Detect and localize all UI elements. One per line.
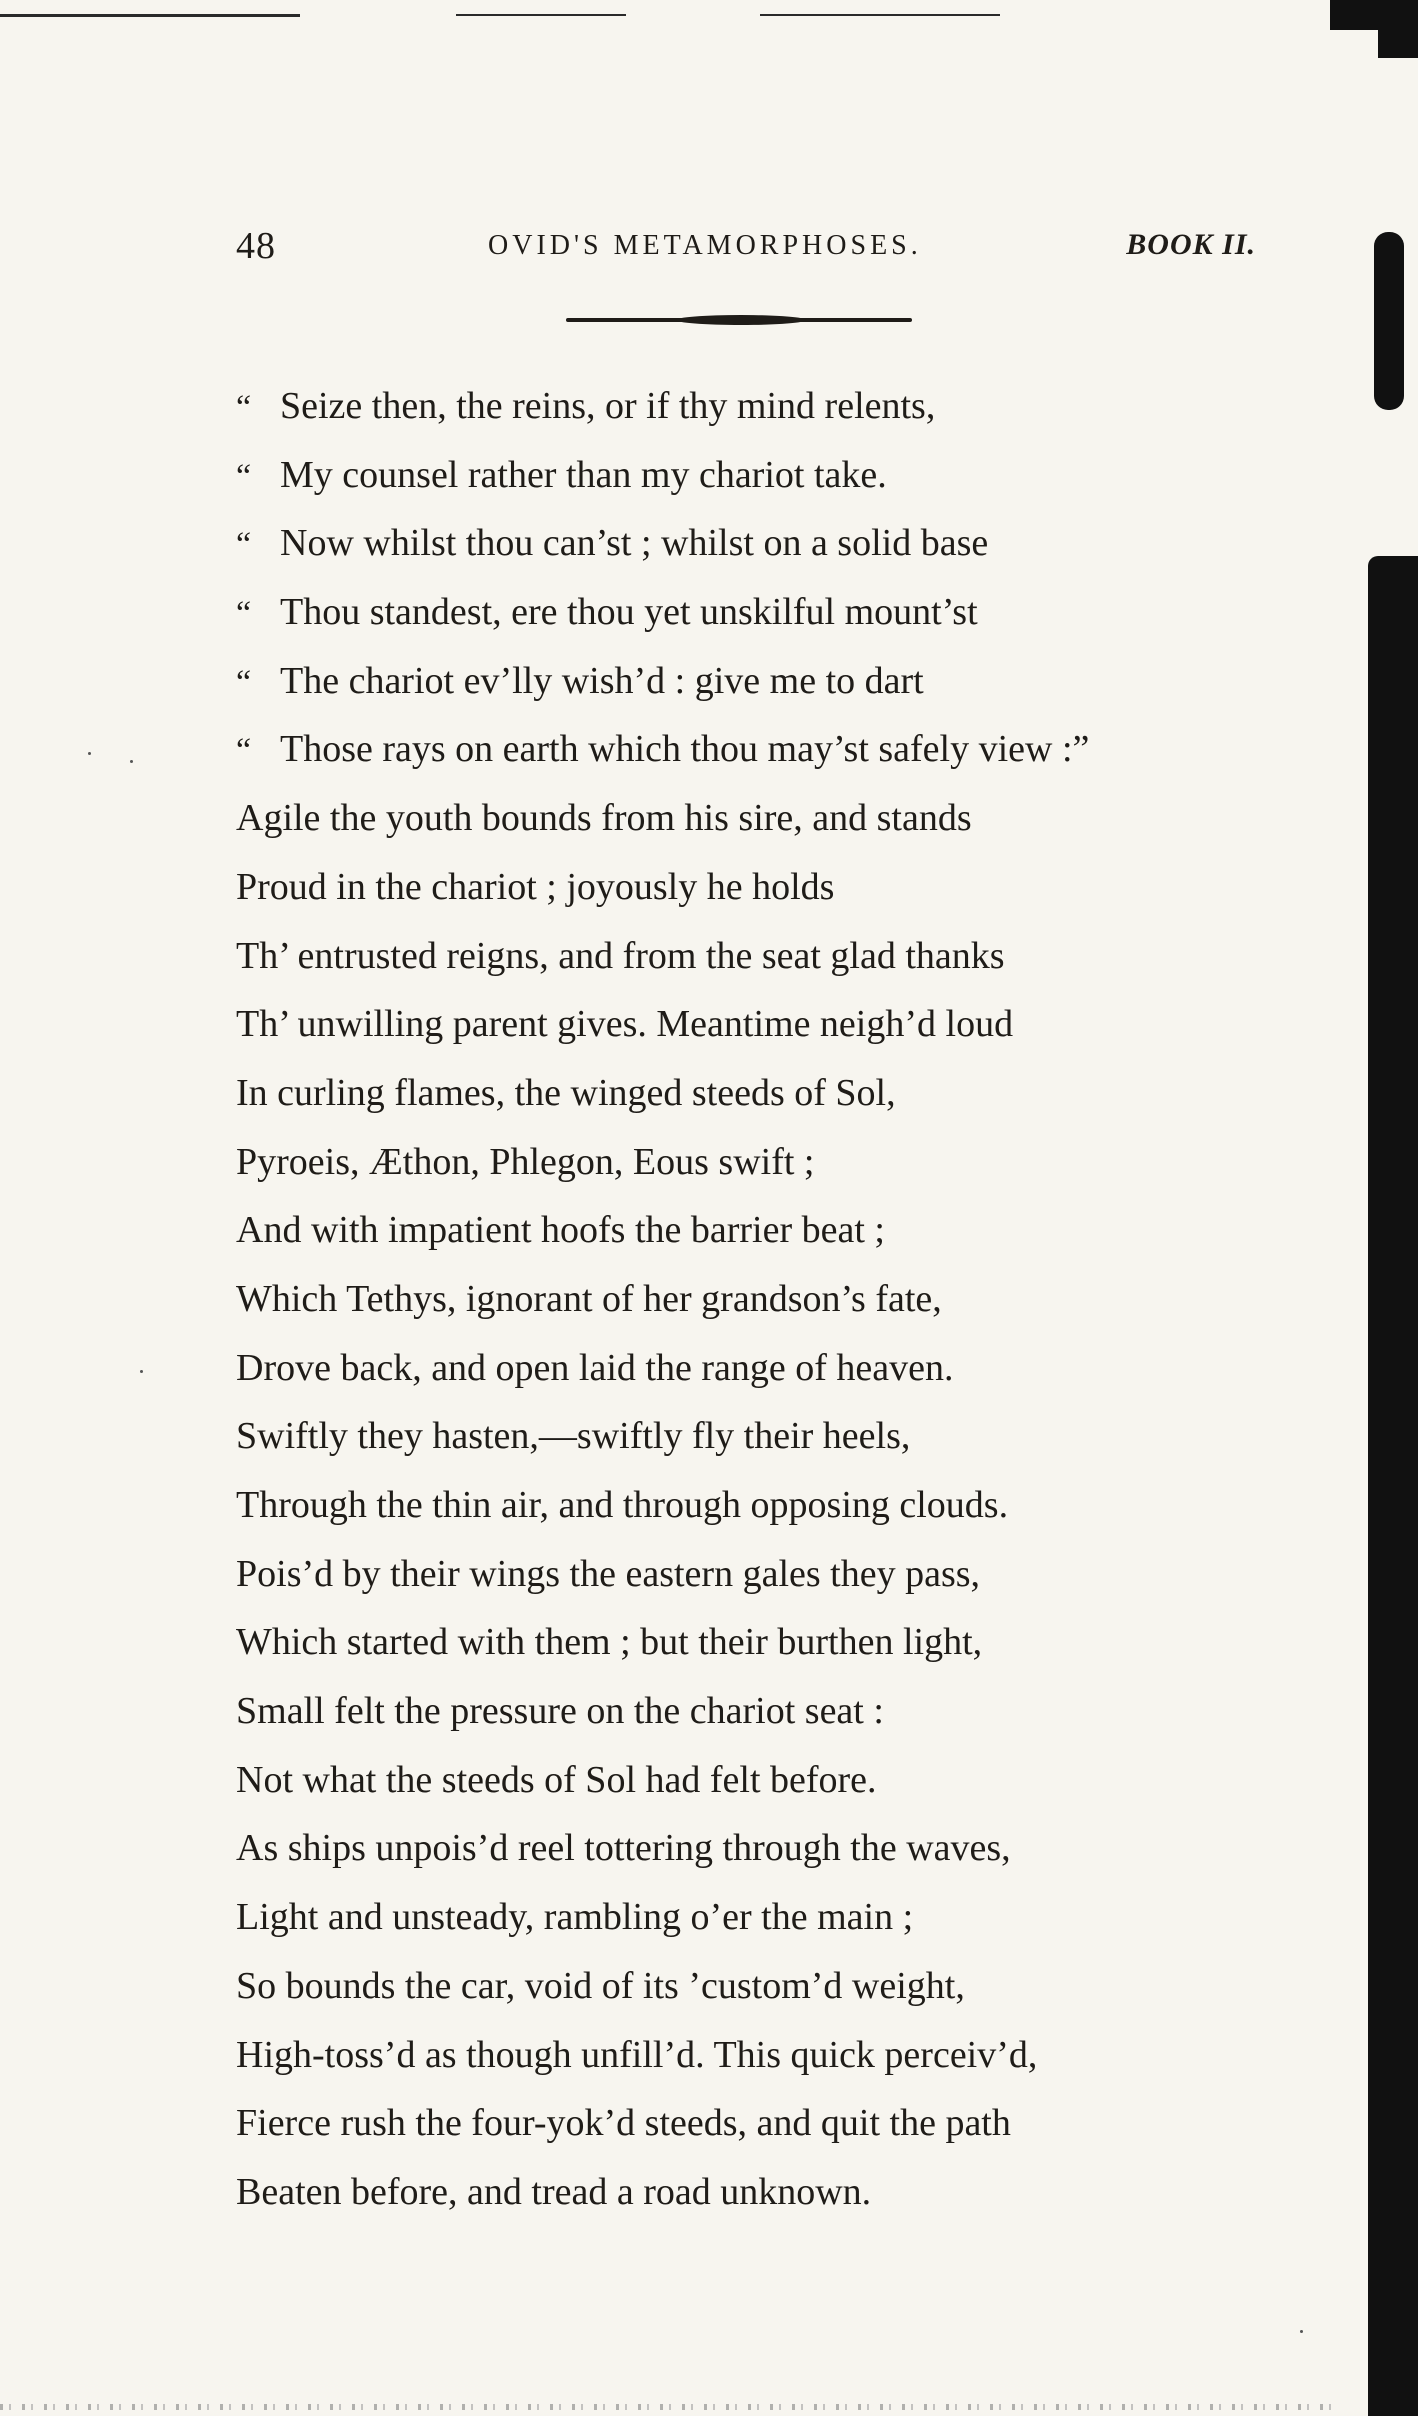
verse-line bbox=[236, 1540, 1236, 1609]
verse-line bbox=[236, 1814, 1236, 1883]
verse-line bbox=[236, 1746, 1236, 1815]
verse-line bbox=[236, 1334, 1236, 1403]
book-label: BOOK II. bbox=[1126, 228, 1256, 261]
verse-text: Proud in the chariot ; joyously he holds bbox=[236, 865, 835, 908]
verse-line bbox=[236, 647, 1236, 716]
running-header bbox=[236, 224, 1256, 284]
scan-speck bbox=[1300, 2330, 1303, 2333]
verse-text: Seize then, the reins, or if thy mind relents, bbox=[280, 385, 936, 427]
scan-speck bbox=[140, 1370, 143, 1373]
verse-line bbox=[236, 372, 1236, 441]
verse-text: Beaten before, and tread a road unknown. bbox=[236, 2170, 872, 2213]
verse-text: Now whilst thou can’st ; whilst on a solid base bbox=[280, 522, 989, 565]
verse-line bbox=[236, 1196, 1236, 1265]
verse-text: In curling flames, the winged steeds of Sol, bbox=[236, 1071, 896, 1114]
verse-text: Agile the youth bounds from his sire, and stands bbox=[236, 797, 972, 840]
scan-speck bbox=[130, 760, 133, 763]
verse-line bbox=[236, 2089, 1236, 2158]
verse-body bbox=[236, 372, 1236, 2227]
scan-speck bbox=[88, 752, 91, 755]
verse-text: Small felt the pressure on the chariot seat : bbox=[236, 1690, 884, 1733]
scan-edge-mark bbox=[0, 14, 300, 17]
opening-quote: “ bbox=[236, 732, 252, 770]
verse-text: Through the thin air, and through opposing clouds. bbox=[236, 1484, 1009, 1526]
verse-text: Pois’d by their wings the eastern gales they pass, bbox=[236, 1552, 981, 1595]
verse-text: Which Tethys, ignorant of her grandson’s fate, bbox=[236, 1277, 942, 1320]
verse-text: My counsel rather than my chariot take. bbox=[280, 453, 887, 496]
verse-line bbox=[236, 2158, 1236, 2227]
verse-text: High-toss’d as though unfill’d. This quick perceiv’d, bbox=[236, 2033, 1038, 2076]
verse-line bbox=[236, 1952, 1236, 2021]
verse-line bbox=[236, 715, 1236, 784]
verse-text: Swiftly they hasten,—swiftly fly their heels, bbox=[236, 1415, 911, 1458]
scan-noise bbox=[0, 2404, 1340, 2410]
opening-quote: “ bbox=[236, 663, 252, 701]
verse-line bbox=[236, 784, 1236, 853]
verse-text: Thou standest, ere thou yet unskilful mount’st bbox=[280, 591, 978, 634]
verse-line bbox=[236, 1608, 1236, 1677]
binding-shadow bbox=[1368, 556, 1418, 2416]
opening-quote: “ bbox=[236, 595, 252, 633]
verse-line bbox=[236, 1471, 1236, 1540]
verse-text: Drove back, and open laid the range of heaven. bbox=[236, 1346, 954, 1389]
verse-line bbox=[236, 1128, 1236, 1197]
page-number: 48 bbox=[236, 225, 276, 267]
verse-line bbox=[236, 509, 1236, 578]
verse-line bbox=[236, 1402, 1236, 1471]
verse-text: So bounds the car, void of its ’custom’d weight, bbox=[236, 1964, 965, 2007]
verse-text: Th’ unwilling parent gives. Meantime neigh’d loud bbox=[236, 1003, 1014, 1046]
verse-line bbox=[236, 853, 1236, 922]
ornamental-rule bbox=[566, 318, 912, 322]
opening-quote: “ bbox=[236, 526, 252, 564]
verse-text: Not what the steeds of Sol had felt before. bbox=[236, 1758, 877, 1801]
verse-line bbox=[236, 922, 1236, 991]
verse-text: Fierce rush the four-yok’d steeds, and quit the path bbox=[236, 2102, 1011, 2145]
verse-text: And with impatient hoofs the barrier beat ; bbox=[236, 1209, 885, 1252]
scan-edge-mark bbox=[456, 14, 626, 16]
verse-text: As ships unpois’d reel tottering through the waves, bbox=[236, 1827, 1011, 1870]
verse-line bbox=[236, 1059, 1236, 1128]
binding-shadow bbox=[1374, 232, 1404, 410]
opening-quote: “ bbox=[236, 457, 252, 495]
verse-line bbox=[236, 1677, 1236, 1746]
verse-text: Light and unsteady, rambling o’er the main ; bbox=[236, 1896, 914, 1939]
verse-line bbox=[236, 1883, 1236, 1952]
verse-line bbox=[236, 990, 1236, 1059]
verse-text: The chariot ev’lly wish’d : give me to dart bbox=[280, 659, 924, 702]
verse-text: Th’ entrusted reigns, and from the seat glad thanks bbox=[236, 934, 1005, 977]
verse-text: Which started with them ; but their burthen light, bbox=[236, 1621, 983, 1664]
running-title: OVID'S METAMORPHOSES. bbox=[488, 230, 922, 261]
verse-text: Those rays on earth which thou may’st safely view :” bbox=[280, 728, 1090, 771]
scan-edge-mark bbox=[760, 14, 1000, 16]
verse-line bbox=[236, 441, 1236, 510]
opening-quote: “ bbox=[236, 389, 252, 426]
verse-line bbox=[236, 1265, 1236, 1334]
verse-line bbox=[236, 578, 1236, 647]
verse-text: Pyroeis, Æthon, Phlegon, Eous swift ; bbox=[236, 1140, 815, 1183]
verse-line bbox=[236, 2021, 1236, 2090]
binding-shadow bbox=[1378, 0, 1418, 58]
